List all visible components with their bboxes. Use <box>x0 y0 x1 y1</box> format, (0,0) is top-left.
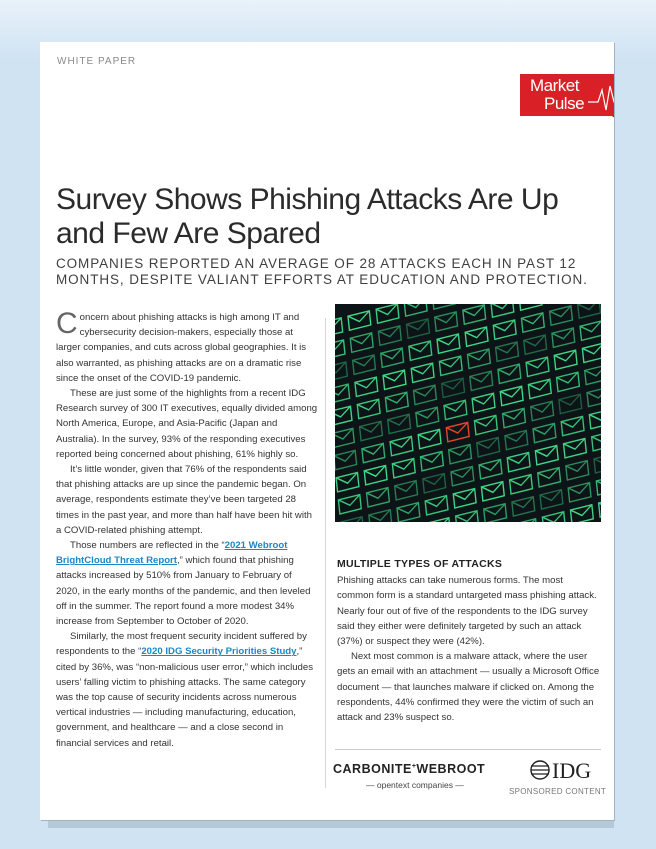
envelope-icon <box>465 327 488 346</box>
envelope-icon <box>512 497 535 516</box>
section-heading: MULTIPLE TYPES OF ATTACKS <box>337 558 503 570</box>
envelope-icon <box>538 468 561 487</box>
envelope-icon <box>437 334 460 353</box>
envelope-icon <box>439 356 462 375</box>
right-paragraph-1: Phishing attacks can take numerous forms. The most common form is a standard untargeted mass phishing attack. Nearly four out of five of the respondents to the IDG survey said they either were definitely targeted by such an attack (37%) or suspect they were (42%). <box>337 575 597 648</box>
envelope-icon <box>411 363 434 382</box>
envelope-icon <box>561 416 584 435</box>
paragraph-4-post: ,” which found that phishing attacks increased by 510% from January to February of 2020, in the early months of the pandemic, and then leveled off in the summer. The report found a more modest 34% increase from September to October of 2020. <box>56 555 311 628</box>
opentext-tagline: — opentext companies — <box>366 780 464 790</box>
envelope-icon <box>496 342 519 361</box>
envelope-icon <box>498 364 521 383</box>
envelope-icon <box>425 496 448 515</box>
paragraph-5-post: ,” cited by 36%, was “non-malicious user error,” which includes users’ falling victim to phishing attacks. The same category was the top cause of security incidents across numerous vertical industries — including manufacturing, education, government, and healthcare — and a close second in financial services and retail. <box>56 646 314 749</box>
envelope-icon <box>369 510 392 522</box>
envelope-icon <box>519 304 542 310</box>
drop-cap: C <box>56 307 78 340</box>
envelope-icon <box>385 392 408 411</box>
envelope-icon <box>444 400 467 419</box>
document-type-label: WHITE PAPER <box>57 56 137 67</box>
envelope-icon <box>592 431 601 450</box>
envelope-icon <box>484 504 507 522</box>
carbonite-wordmark: CARBONITE <box>333 762 412 776</box>
envelope-icon <box>570 505 593 522</box>
envelope-icon <box>432 304 455 309</box>
envelope-icon <box>362 443 385 462</box>
page-subtitle: COMPANIES REPORTED AN AVERAGE OF 28 ATTACKS EACH IN PAST 12 MONTHS, DESPITE VALIANT EFFORTS AT EDUCATION AND PROTECTION. <box>56 256 588 287</box>
envelope-icon <box>526 357 549 376</box>
envelope-icon <box>360 421 383 440</box>
envelope-icon <box>456 511 479 522</box>
paragraph-3: It’s little wonder, given that 76% of the respondents said that phishing attacks are up since the pandemic began. On average, respondents estimate they’ve been targeted 28 times in the past year, and more than half have been hit with a COVID-related phishing attempt. <box>56 464 312 536</box>
envelope-icon <box>435 312 458 331</box>
envelope-icon <box>378 326 401 345</box>
badge-line-2: Pulse <box>544 94 585 113</box>
envelope-icon <box>596 476 601 495</box>
envelope-icon <box>404 304 427 316</box>
envelope-icon <box>335 318 343 337</box>
envelope-icon <box>414 385 437 404</box>
envelope-icon <box>335 362 347 381</box>
envelope-icon <box>470 371 493 390</box>
envelope-icon <box>390 436 413 455</box>
envelope-icon <box>357 399 380 418</box>
paragraph-1-text: oncern about phishing attacks is high among IT and cybersecurity decision-makers, especially those at larger companies, and cuts across global geographies. It is also warranted, as phishing attacks are on a dramatic rise since the onset of the COVID-19 pandemic. <box>56 312 307 384</box>
envelope-icon <box>335 428 354 447</box>
envelope-icon <box>463 305 486 324</box>
envelope-icon <box>427 518 450 522</box>
envelope-icon <box>587 387 601 406</box>
envelope-icon <box>585 365 601 384</box>
envelope-icon <box>580 321 601 340</box>
envelope-icon <box>531 401 554 420</box>
column-divider <box>325 318 326 788</box>
envelope-icon <box>397 503 420 522</box>
market-pulse-badge <box>520 74 614 126</box>
envelope-icon <box>521 313 544 332</box>
envelope-icon <box>578 304 601 318</box>
envelope-icon <box>416 407 439 426</box>
envelope-icon <box>500 386 523 405</box>
badge-line-1: Market <box>530 76 579 95</box>
right-column <box>337 557 601 725</box>
envelope-icon <box>505 430 528 449</box>
page-title: Survey Shows Phishing Attacks Are Up and Few Are Spared <box>56 183 559 250</box>
envelope-icon <box>552 328 575 347</box>
envelope-icon <box>533 423 556 442</box>
envelope-icon <box>421 451 444 470</box>
paragraph-4 <box>56 538 318 629</box>
envelope-icon <box>353 355 376 374</box>
envelope-icon <box>335 384 350 403</box>
footer-divider <box>335 749 601 750</box>
badge-fold <box>612 116 614 126</box>
envelope-icon <box>559 394 582 413</box>
paragraph-2: These are just some of the highlights from a recent IDG Research survey of 300 IT executives, equally divided among North America, Europe, and Asia-Pacific (Japan and Australia). In the survey, 93% of the responding executives reported being concerned about phishing, 61% highly so. <box>56 388 318 460</box>
envelope-icon <box>336 473 359 492</box>
envelope-icon <box>364 465 387 484</box>
envelope-icon <box>348 311 371 330</box>
envelope-icon <box>554 350 577 369</box>
envelope-icon <box>566 461 589 480</box>
envelope-icon <box>407 319 430 338</box>
paragraph-5-pre: Similarly, the most frequent security incident suffered by respondents to the “ <box>56 631 307 658</box>
envelope-icon <box>503 408 526 427</box>
envelope-icon <box>350 333 373 352</box>
envelope-icon <box>599 498 601 517</box>
envelope-icon <box>335 450 357 469</box>
sponsored-content-label: SPONSORED CONTENT <box>509 787 607 796</box>
envelope-icon <box>381 348 404 367</box>
document-page <box>40 42 614 820</box>
envelope-icon <box>392 458 415 477</box>
envelope-icon <box>367 488 390 507</box>
envelope-icon <box>423 474 446 493</box>
envelope-icon <box>376 304 399 323</box>
paragraph-4-pre: Those numbers are reflected in the “ <box>70 540 225 552</box>
envelope-icon <box>589 409 601 428</box>
envelope-icon <box>564 438 587 457</box>
envelope-icon <box>418 429 441 448</box>
left-column <box>56 307 318 751</box>
envelope-icon <box>528 379 551 398</box>
envelope-icon <box>453 489 476 508</box>
envelope-icon <box>383 370 406 389</box>
envelope-icon <box>582 343 601 362</box>
envelope-icon <box>550 306 573 325</box>
idg-wordmark: IDG <box>552 758 592 783</box>
right-paragraph-2: Next most common is a malware attack, where the user gets an email with an attachment — usually a Microsoft Office document — that launches malware if clicked on. Among the respondents, 44% confirmed they were the victim of such an attack and 23% suspect so. <box>337 651 600 724</box>
pulse-line-icon <box>588 82 614 114</box>
envelope-icon <box>477 437 500 456</box>
idg-study-link[interactable]: 2020 IDG Security Priorities Study <box>141 646 297 658</box>
envelope-icon <box>451 467 474 486</box>
phishing-envelopes-image <box>335 304 601 522</box>
paragraph-1 <box>56 307 318 386</box>
envelope-icon <box>491 304 514 317</box>
webroot-report-link[interactable]: 2021 Webroot BrightCloud Threat Report <box>56 540 288 567</box>
envelope-icon <box>395 481 418 500</box>
envelope-icon <box>388 414 411 433</box>
envelope-icon <box>335 340 345 359</box>
envelope-icon <box>338 495 361 514</box>
envelope-icon <box>409 341 432 360</box>
envelope-icon <box>472 393 495 412</box>
envelope-icon <box>442 378 465 397</box>
carbonite-webroot-logo <box>333 762 485 776</box>
envelope-icon <box>542 512 565 522</box>
envelope-icon <box>535 445 558 464</box>
envelope-icon <box>355 377 378 396</box>
envelope-grid-illustration <box>335 304 601 522</box>
envelope-icon <box>507 453 530 472</box>
envelope-icon <box>510 475 533 494</box>
envelope-icon <box>467 349 490 368</box>
envelope-icon <box>568 483 591 502</box>
envelope-icon <box>493 320 516 339</box>
plus-mark: + <box>411 762 417 770</box>
envelope-icon <box>335 406 352 425</box>
envelope-icon <box>479 460 502 479</box>
phishing-envelope-icon <box>446 422 469 441</box>
envelope-icon <box>341 517 364 522</box>
envelope-icon <box>524 335 547 354</box>
envelope-icon <box>594 454 601 473</box>
envelope-icon <box>474 415 497 434</box>
envelope-icon <box>514 519 537 522</box>
envelope-icon <box>449 444 472 463</box>
envelope-icon <box>481 482 504 501</box>
envelope-icon <box>540 490 563 509</box>
paragraph-5 <box>56 629 318 751</box>
envelope-icon <box>557 372 580 391</box>
webroot-wordmark: WEBROOT <box>416 762 486 776</box>
